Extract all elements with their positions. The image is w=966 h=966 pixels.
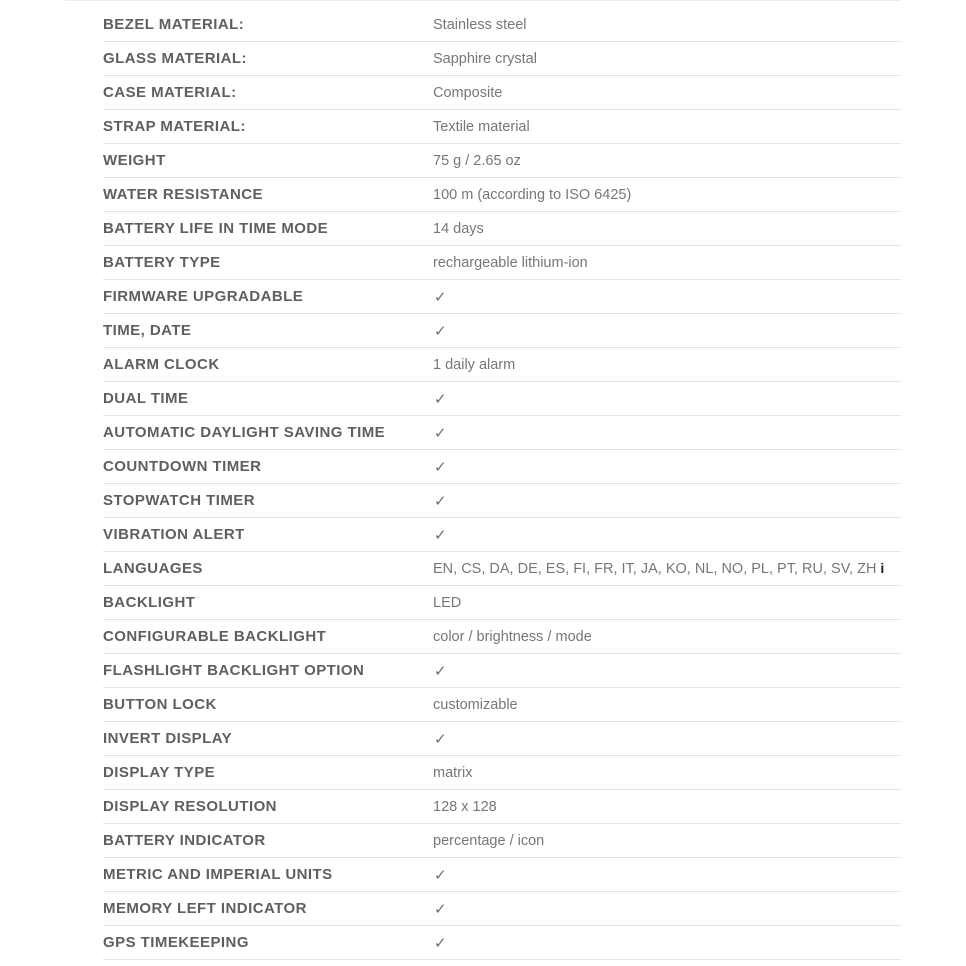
spec-row xyxy=(103,722,901,756)
spec-value xyxy=(433,288,901,306)
spec-row xyxy=(103,790,901,824)
spec-row xyxy=(103,76,901,110)
spec-label: MEMORY LEFT INDICATOR xyxy=(103,900,307,917)
spec-value-text: 14 days xyxy=(433,220,484,237)
spec-value-text: color / brightness / mode xyxy=(433,628,592,645)
spec-value xyxy=(433,357,901,373)
spec-label: WEIGHT xyxy=(103,152,166,169)
spec-row xyxy=(103,246,901,280)
spec-label: DISPLAY TYPE xyxy=(103,764,216,781)
checkmark-icon: ✓ xyxy=(434,424,447,442)
spec-row xyxy=(103,926,901,960)
spec-row xyxy=(103,348,901,382)
spec-row xyxy=(103,42,901,76)
spec-row xyxy=(103,8,901,42)
spec-value-text: customizable xyxy=(433,696,518,713)
spec-label: STRAP MATERIAL: xyxy=(103,118,246,135)
spec-label: GPS TIMEKEEPING xyxy=(103,934,249,951)
spec-row xyxy=(103,178,901,212)
spec-label: METRIC AND IMPERIAL UNITS xyxy=(103,866,333,883)
spec-label: ALARM CLOCK xyxy=(103,356,220,373)
spec-label: WATER RESISTANCE xyxy=(103,186,263,203)
spec-value xyxy=(433,85,901,101)
spec-value-text: Stainless steel xyxy=(433,16,527,33)
spec-label: BATTERY LIFE IN TIME MODE xyxy=(103,220,329,237)
info-icon[interactable]: i xyxy=(880,560,885,576)
spec-value-text: 1 daily alarm xyxy=(433,356,516,373)
spec-label: FIRMWARE UPGRADABLE xyxy=(103,288,304,305)
spec-value xyxy=(433,730,901,748)
spec-value-text: LED xyxy=(433,594,462,611)
spec-value-text: 100 m (according to ISO 6425) xyxy=(433,186,632,203)
spec-value xyxy=(433,662,901,680)
spec-value xyxy=(433,866,901,884)
spec-value xyxy=(433,17,901,33)
spec-value-text: 75 g / 2.65 oz xyxy=(433,152,521,169)
spec-row xyxy=(103,552,901,586)
spec-value xyxy=(433,526,901,544)
spec-row xyxy=(103,858,901,892)
checkmark-icon: ✓ xyxy=(434,662,447,680)
spec-row xyxy=(103,688,901,722)
spec-row xyxy=(103,484,901,518)
spec-value-text: percentage / icon xyxy=(433,832,545,849)
spec-value xyxy=(433,390,901,408)
spec-label: BACKLIGHT xyxy=(103,594,196,611)
spec-row xyxy=(103,280,901,314)
checkmark-icon: ✓ xyxy=(434,288,447,306)
top-divider xyxy=(65,0,901,1)
spec-label: AUTOMATIC DAYLIGHT SAVING TIME xyxy=(103,424,386,441)
checkmark-icon: ✓ xyxy=(434,730,447,748)
spec-value xyxy=(433,934,901,952)
checkmark-icon: ✓ xyxy=(434,390,447,408)
checkmark-icon: ✓ xyxy=(434,526,447,544)
spec-row xyxy=(103,450,901,484)
spec-value-text: rechargeable lithium-ion xyxy=(433,254,588,271)
spec-row xyxy=(103,212,901,246)
spec-label: BUTTON LOCK xyxy=(103,696,217,713)
spec-value xyxy=(433,322,901,340)
spec-value xyxy=(433,187,901,203)
spec-value-text: 128 x 128 xyxy=(433,798,497,815)
checkmark-icon: ✓ xyxy=(434,492,447,510)
spec-value xyxy=(433,833,901,849)
spec-value xyxy=(433,153,901,169)
spec-value xyxy=(433,255,901,271)
spec-row xyxy=(103,144,901,178)
spec-value xyxy=(433,51,901,67)
checkmark-icon: ✓ xyxy=(434,458,447,476)
spec-row xyxy=(103,110,901,144)
spec-row xyxy=(103,892,901,926)
spec-label: COUNTDOWN TIMER xyxy=(103,458,262,475)
spec-value xyxy=(433,697,901,713)
spec-value-text: EN, CS, DA, DE, ES, FI, FR, IT, JA, KO, NL, NO, PL, PT, RU, SV, ZH xyxy=(433,561,877,577)
spec-label: DISPLAY RESOLUTION xyxy=(103,798,277,815)
spec-value xyxy=(433,221,901,237)
checkmark-icon: ✓ xyxy=(434,900,447,918)
spec-value xyxy=(433,560,901,577)
spec-label: BATTERY INDICATOR xyxy=(103,832,266,849)
spec-label: GLASS MATERIAL: xyxy=(103,50,247,67)
spec-value-text: Composite xyxy=(433,84,503,101)
checkmark-icon: ✓ xyxy=(434,934,447,952)
spec-row xyxy=(103,654,901,688)
spec-label: FLASHLIGHT BACKLIGHT OPTION xyxy=(103,662,365,679)
spec-table xyxy=(103,8,901,960)
checkmark-icon: ✓ xyxy=(434,866,447,884)
spec-value xyxy=(433,458,901,476)
spec-row xyxy=(103,620,901,654)
spec-value xyxy=(433,799,901,815)
spec-row xyxy=(103,756,901,790)
spec-label: LANGUAGES xyxy=(103,560,203,577)
spec-value xyxy=(433,765,901,781)
spec-label: VIBRATION ALERT xyxy=(103,526,245,543)
spec-value xyxy=(433,119,901,135)
spec-row xyxy=(103,586,901,620)
spec-value xyxy=(433,492,901,510)
spec-value-text: Sapphire crystal xyxy=(433,50,537,67)
spec-label: BEZEL MATERIAL: xyxy=(103,16,245,33)
checkmark-icon: ✓ xyxy=(434,322,447,340)
spec-value xyxy=(433,595,901,611)
spec-row xyxy=(103,824,901,858)
spec-value-text: matrix xyxy=(433,764,473,781)
spec-label: CONFIGURABLE BACKLIGHT xyxy=(103,628,327,645)
spec-label: INVERT DISPLAY xyxy=(103,730,233,747)
spec-row xyxy=(103,314,901,348)
spec-row xyxy=(103,382,901,416)
spec-label: BATTERY TYPE xyxy=(103,254,221,271)
spec-row xyxy=(103,416,901,450)
spec-row xyxy=(103,518,901,552)
spec-label: CASE MATERIAL: xyxy=(103,84,237,101)
spec-value xyxy=(433,629,901,645)
spec-value xyxy=(433,424,901,442)
spec-label: STOPWATCH TIMER xyxy=(103,492,256,509)
spec-value-text: Textile material xyxy=(433,118,530,135)
spec-value xyxy=(433,900,901,918)
spec-label: TIME, DATE xyxy=(103,322,192,339)
spec-label: DUAL TIME xyxy=(103,390,189,407)
